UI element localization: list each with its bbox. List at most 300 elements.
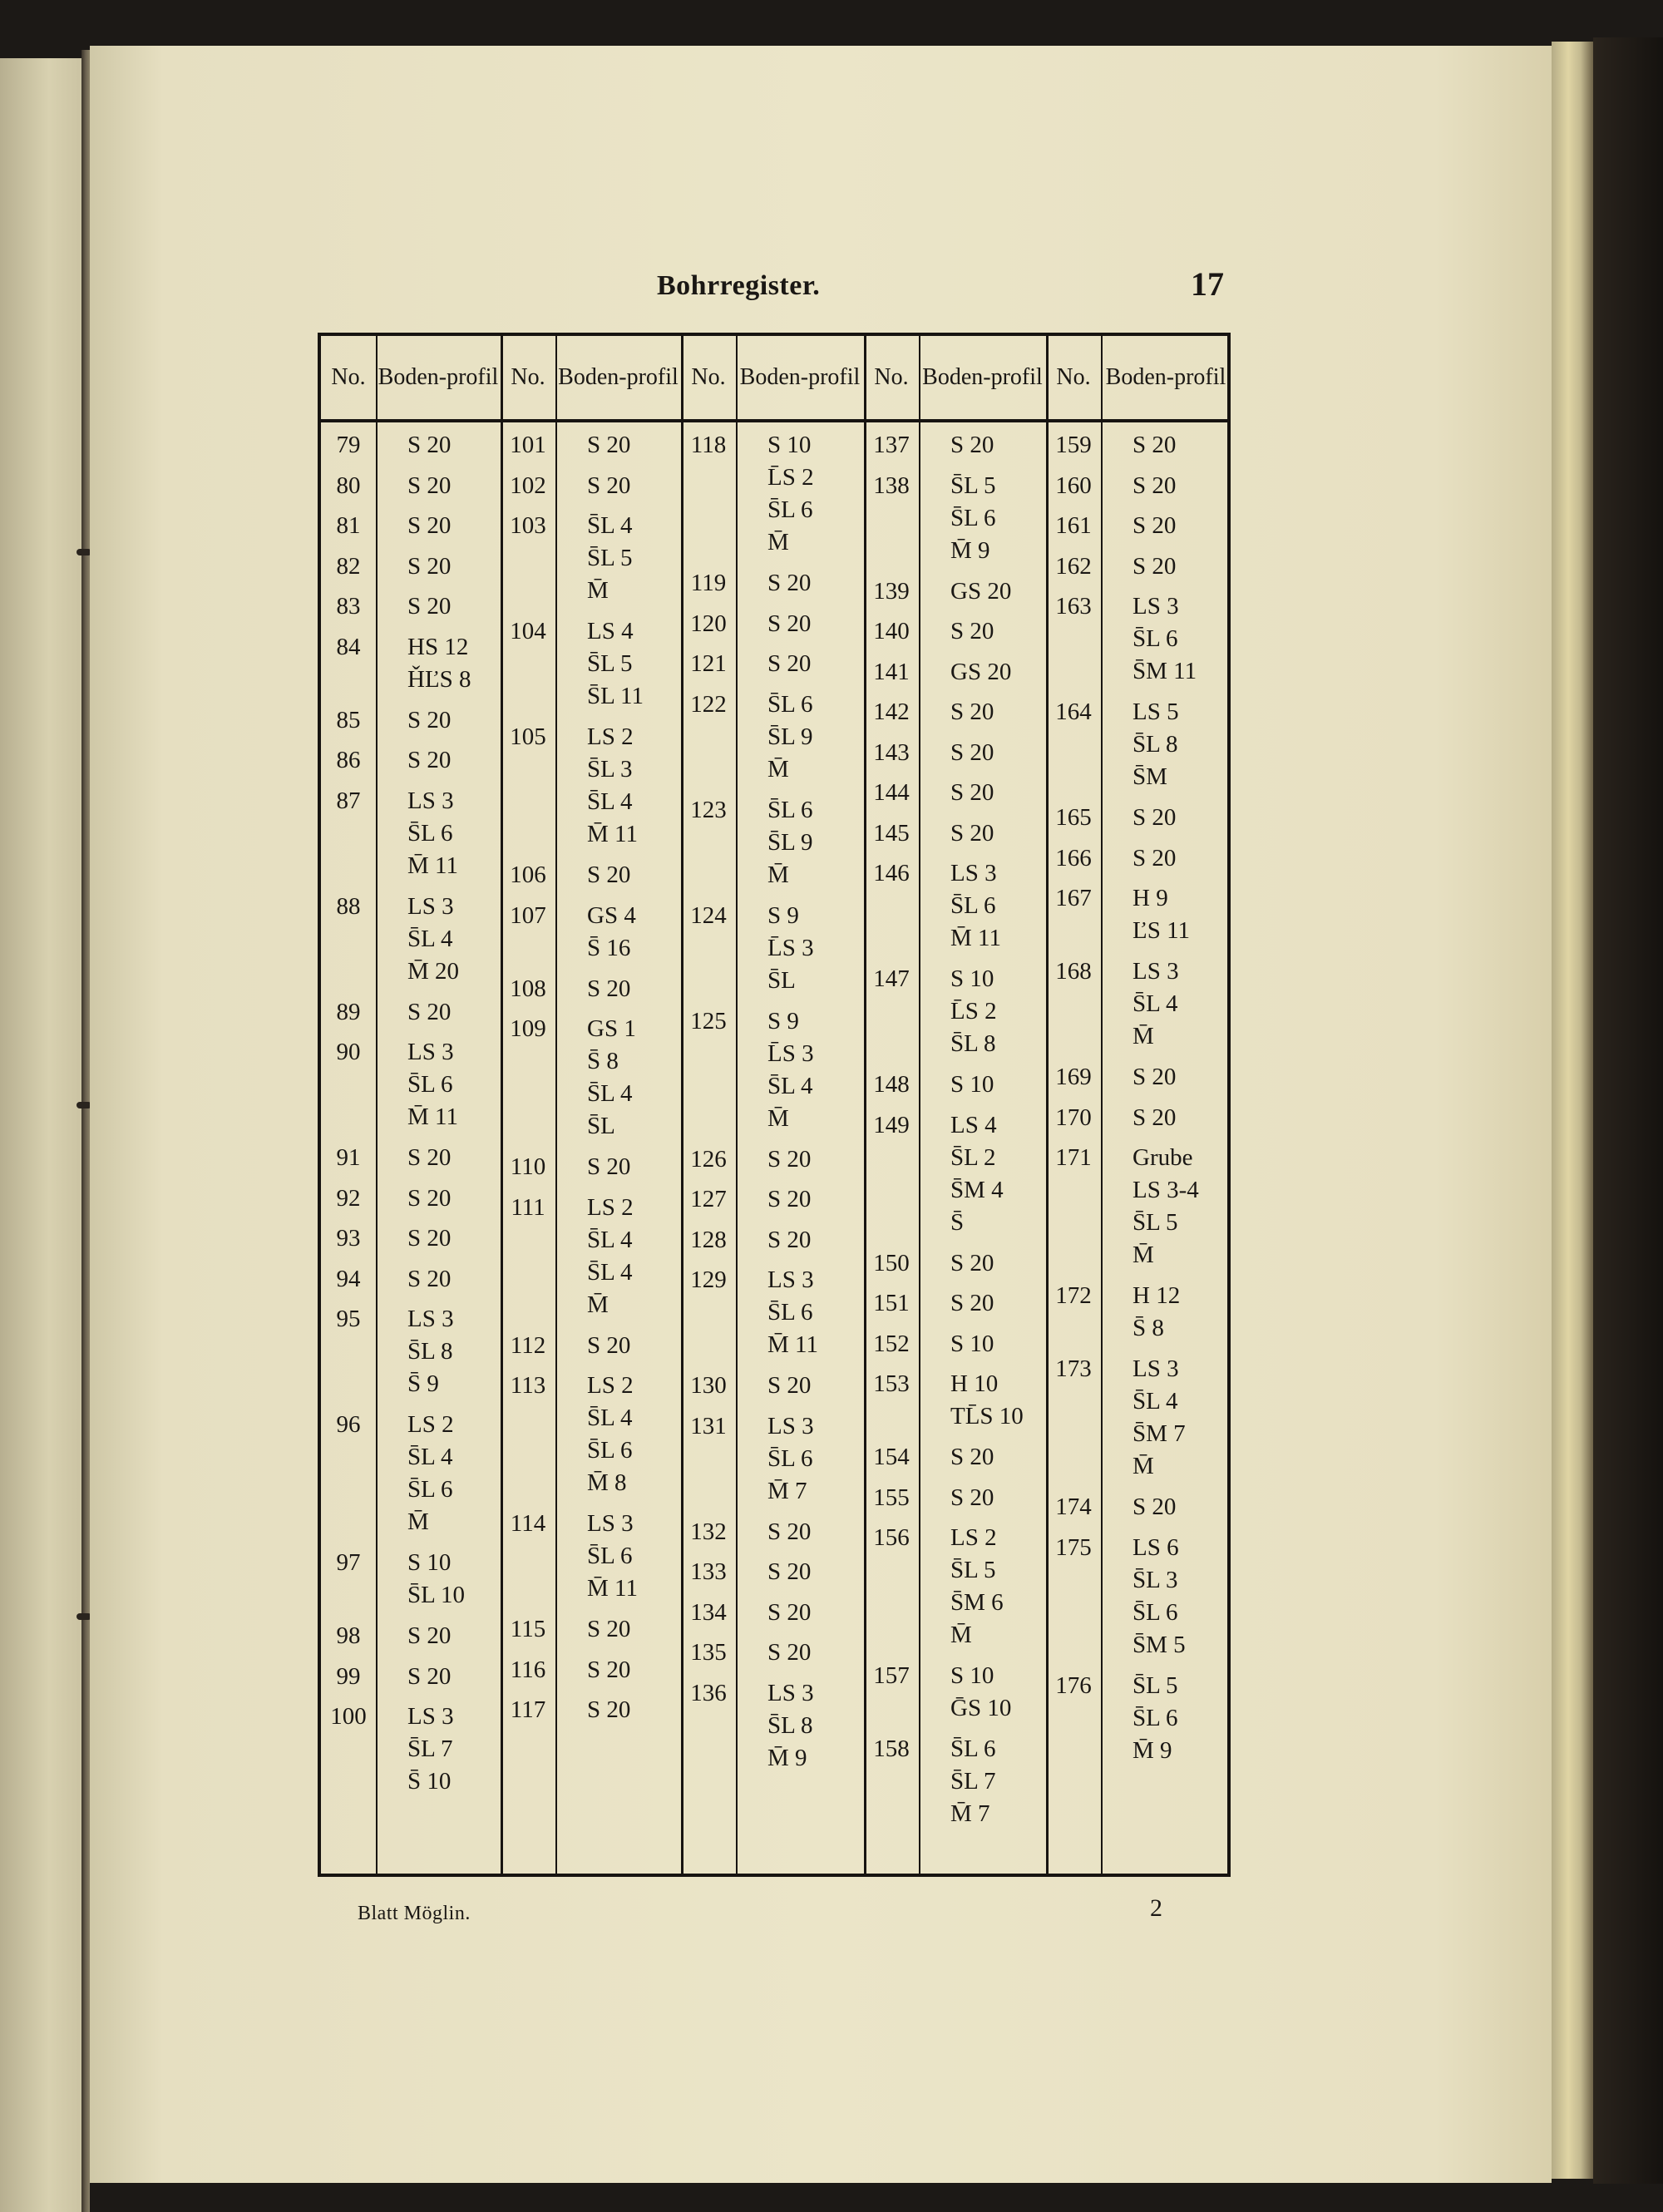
- bodenprofil-layer: S 9: [767, 1007, 799, 1034]
- bohrung-number: 100: [330, 1703, 367, 1730]
- bodenprofil-layer: S̄L 3: [587, 756, 633, 783]
- bodenprofil-layer: H 9: [1133, 885, 1168, 911]
- bodenprofil-layer: S̄L 6: [587, 1543, 633, 1569]
- bodenprofil-layer: S̄L 8: [767, 1711, 813, 1739]
- bohrung-number: 118: [690, 432, 727, 458]
- bodenprofil-layer: S̄L 6: [587, 1437, 633, 1464]
- bohrung-number: 82: [336, 552, 361, 580]
- bodenprofil-layer: S̄ 9: [407, 1370, 439, 1397]
- bodenprofil-layer: S̄L 4: [1133, 990, 1178, 1017]
- bodenprofil-layer: S̄M 6: [950, 1589, 1004, 1616]
- bodenprofil-layer: S̄L 6: [950, 504, 996, 531]
- bohrung-number: 88: [336, 892, 361, 920]
- bohrung-number: 126: [690, 1145, 727, 1173]
- bodenprofil-layer: S 20: [407, 1225, 452, 1252]
- bodenprofil-layer: S̄L 6: [950, 892, 996, 919]
- bohrung-number: 131: [690, 1412, 727, 1439]
- bohrung-number: 143: [873, 738, 910, 766]
- bodenprofil-layer: S 20: [407, 1662, 452, 1690]
- page-number: 17: [1191, 265, 1224, 303]
- sheet-name: Blatt Möglin.: [358, 1903, 471, 1924]
- header-no: No.: [331, 364, 366, 390]
- bodenprofil-layer: S 20: [587, 1696, 631, 1723]
- bohrung-number: 115: [510, 1616, 546, 1642]
- bohrung-number: 141: [873, 658, 910, 685]
- bodenprofil-layer: M̄: [950, 1622, 972, 1648]
- bodenprofil-layer: S 20: [767, 650, 812, 677]
- bodenprofil-layer: S 20: [950, 1484, 994, 1511]
- bodenprofil-layer: M̄ 9: [950, 536, 990, 564]
- bodenprofil-layer: LS 3: [767, 1412, 814, 1439]
- header-no: No.: [874, 364, 909, 390]
- bohrung-number: 102: [510, 472, 546, 499]
- bodenprofil-layer: M̄: [767, 1104, 789, 1132]
- bodenprofil-layer: H 10: [950, 1370, 999, 1397]
- bodenprofil-layer: S̄L 2: [950, 1143, 996, 1171]
- bohrung-number: 130: [690, 1372, 727, 1399]
- bohrung-number: 135: [690, 1639, 727, 1666]
- bodenprofil-layer: S 20: [1133, 552, 1177, 580]
- bohrung-number: 128: [690, 1226, 727, 1253]
- bodenprofil-layer: S 20: [587, 1153, 631, 1180]
- bodenprofil-layer: LS 6: [1133, 1533, 1179, 1561]
- bodenprofil-layer: LS 3: [407, 787, 454, 814]
- bodenprofil-layer: S̄L 6: [767, 1444, 813, 1472]
- bodenprofil-layer: S̄L 10: [407, 1582, 466, 1608]
- bohrung-number: 96: [336, 1411, 361, 1438]
- bohrung-number: 174: [1055, 1494, 1092, 1520]
- bodenprofil-layer: S̄L 4: [587, 1405, 633, 1431]
- bodenprofil-layer: M̄ 11: [587, 821, 638, 847]
- bodenprofil-layer: S̄L 8: [1133, 731, 1178, 758]
- bodenprofil-layer: S 20: [407, 706, 452, 733]
- bohrung-number: 137: [873, 432, 910, 458]
- bohrung-number: 132: [690, 1518, 727, 1545]
- bohrung-number: 101: [510, 432, 546, 458]
- bohrung-number: 127: [690, 1186, 727, 1212]
- bodenprofil-layer: S̄L 6: [407, 1476, 453, 1503]
- bodenprofil-layer: S 20: [1133, 1104, 1177, 1131]
- bodenprofil-layer: LS 3-4: [1133, 1177, 1199, 1203]
- bohrung-number: 170: [1055, 1104, 1092, 1131]
- bodenprofil-layer: LS 2: [407, 1411, 454, 1438]
- bodenprofil-layer: S 20: [407, 1622, 452, 1649]
- bodenprofil-layer: L̄S 3: [767, 1039, 814, 1067]
- bohrung-number: 146: [873, 860, 910, 886]
- bodenprofil-layer: S 20: [767, 1558, 812, 1585]
- bodenprofil-layer: S 20: [950, 738, 994, 766]
- bodenprofil-layer: S̄ 10: [407, 1768, 452, 1795]
- bohrung-number: 116: [510, 1656, 546, 1683]
- bodenprofil-layer: S̄L 6: [1133, 1598, 1178, 1626]
- bodenprofil-layer: S̄ 8: [1133, 1315, 1164, 1341]
- bodenprofil-layer: S 20: [1133, 432, 1177, 458]
- bodenprofil-layer: LS 3: [587, 1510, 634, 1537]
- bodenprofil-layer: M̄ 11: [587, 1575, 638, 1602]
- bohrregister-table: [318, 333, 1231, 1877]
- signature-number: 2: [1150, 1894, 1162, 1922]
- bodenprofil-layer: GS 1: [587, 1015, 636, 1042]
- bodenprofil-layer: M̄: [1133, 1242, 1154, 1268]
- bodenprofil-layer: M̄: [767, 861, 789, 888]
- bodenprofil-layer: S̄L 8: [407, 1338, 453, 1365]
- bohrung-number: 168: [1055, 958, 1092, 985]
- bohrung-number: 111: [511, 1193, 545, 1221]
- bodenprofil-layer: LS 3: [1133, 958, 1179, 985]
- bohrung-number: 114: [510, 1510, 546, 1537]
- bodenprofil-layer: M̄ 8: [587, 1469, 627, 1496]
- bohrung-number: 117: [510, 1696, 546, 1723]
- bohrung-number: 171: [1055, 1144, 1092, 1171]
- bodenprofil-layer: M̄: [1133, 1453, 1154, 1479]
- bodenprofil-layer: S̄L 6: [1133, 1704, 1178, 1731]
- bodenprofil-layer: S 20: [407, 1265, 452, 1292]
- bohrung-number: 142: [873, 699, 910, 725]
- header-rule: [321, 419, 1227, 422]
- header-line: profil: [447, 364, 499, 390]
- bodenprofil-layer: S 20: [767, 1226, 812, 1253]
- bodenprofil-layer: S 10: [407, 1549, 452, 1576]
- bohrung-number: 145: [873, 819, 910, 847]
- header-line: Boden-: [739, 364, 809, 390]
- bodenprofil-layer: S 20: [407, 1184, 452, 1212]
- bodenprofil-layer: S 20: [767, 1186, 812, 1212]
- bodenprofil-layer: S̄L 6: [950, 1736, 996, 1762]
- header-line: Boden-: [1105, 364, 1175, 390]
- header-no: No.: [691, 364, 726, 390]
- bohrung-number: 147: [873, 965, 910, 992]
- bodenprofil-layer: LS 2: [587, 1193, 634, 1221]
- bohrung-number: 94: [336, 1265, 361, 1292]
- bohrung-number: 160: [1055, 472, 1092, 499]
- bohrung-number: 138: [873, 472, 910, 499]
- bohrung-number: 134: [690, 1598, 727, 1626]
- bohrung-number: 175: [1055, 1533, 1092, 1561]
- bodenprofil-layer: M̄ 11: [950, 925, 1001, 951]
- header-line: Boden-: [922, 364, 991, 390]
- column-rule: [376, 336, 378, 1874]
- header-bodenprofil: [736, 336, 864, 419]
- column-rule: [919, 336, 920, 1874]
- bodenprofil-layer: S 20: [950, 432, 994, 458]
- bodenprofil-layer: GS 20: [950, 577, 1012, 605]
- bodenprofil-layer: LS 3: [767, 1266, 814, 1293]
- bohrung-number: 79: [336, 432, 361, 458]
- bodenprofil-layer: S̄L 4: [1133, 1388, 1178, 1415]
- bodenprofil-layer: S 20: [950, 618, 994, 644]
- bodenprofil-layer: LS 3: [407, 1703, 454, 1730]
- bodenprofil-layer: S 10: [950, 1662, 994, 1689]
- bodenprofil-layer: S̄M 7: [1133, 1420, 1186, 1447]
- bohrung-number: 136: [690, 1679, 727, 1706]
- bodenprofil-layer: LS 3: [1133, 1355, 1179, 1382]
- bohrung-number: 152: [873, 1330, 910, 1357]
- bodenprofil-layer: S 20: [767, 1639, 812, 1666]
- bodenprofil-layer: GS 4: [587, 901, 636, 929]
- bodenprofil-layer: S̄L 6: [767, 796, 813, 823]
- bodenprofil-layer: S̄L 4: [587, 1080, 633, 1107]
- bodenprofil-layer: M̄ 7: [767, 1477, 807, 1504]
- bohrung-number: 161: [1055, 512, 1092, 539]
- bohrung-number: 167: [1055, 885, 1092, 911]
- bodenprofil-layer: S̄L 3: [1133, 1566, 1178, 1593]
- bodenprofil-layer: S̄L 6: [767, 690, 813, 718]
- bodenprofil-layer: S̄L 4: [407, 1444, 453, 1470]
- bodenprofil-layer: S̄L 7: [950, 1768, 996, 1795]
- bohrung-number: 122: [690, 690, 727, 718]
- bodenprofil-layer: S̄L 6: [767, 1299, 813, 1326]
- bohrung-number: 107: [510, 901, 546, 929]
- bodenprofil-layer: S̄L 4: [587, 788, 633, 815]
- bodenprofil-layer: S 20: [407, 512, 452, 539]
- bodenprofil-layer: L̄S 3: [767, 934, 814, 961]
- bohrung-number: 150: [873, 1249, 910, 1276]
- header-no: No.: [511, 364, 545, 390]
- column-rule: [501, 336, 503, 1874]
- bohrung-number: 153: [873, 1370, 910, 1397]
- bohrung-number: 95: [336, 1306, 361, 1332]
- bodenprofil-layer: S̄L 5: [950, 1557, 996, 1583]
- bodenprofil-layer: S 20: [950, 1444, 994, 1470]
- bodenprofil-layer: S̄L: [767, 966, 796, 994]
- bohrung-number: 112: [510, 1331, 546, 1359]
- bodenprofil-layer: S 20: [1133, 512, 1177, 539]
- bohrung-number: 139: [873, 577, 910, 605]
- header-bodenprofil: [555, 336, 681, 419]
- header-line: Boden-: [558, 364, 627, 390]
- bodenprofil-layer: S̄L 4: [407, 925, 453, 952]
- bohrung-number: 105: [510, 723, 546, 750]
- bohrung-number: 124: [690, 901, 727, 929]
- bodenprofil-layer: S 20: [407, 432, 452, 458]
- header-bodenprofil: [919, 336, 1046, 419]
- bohrung-number: 149: [873, 1111, 910, 1138]
- bodenprofil-layer: S̄M 11: [1133, 658, 1197, 684]
- bohrung-number: 151: [873, 1290, 910, 1316]
- bohrung-number: 87: [336, 787, 361, 814]
- bodenprofil-layer: M̄ 9: [767, 1744, 807, 1771]
- bodenprofil-layer: S̄L 11: [587, 683, 644, 709]
- bodenprofil-layer: S 20: [407, 472, 452, 499]
- bodenprofil-layer: M̄ 7: [950, 1800, 990, 1827]
- header-line: profil: [808, 364, 861, 390]
- bodenprofil-layer: LS 4: [587, 618, 634, 644]
- bodenprofil-layer: LS 3: [407, 1039, 454, 1065]
- bohrung-number: 92: [336, 1184, 361, 1212]
- bodenprofil-layer: S 20: [767, 1145, 812, 1173]
- bodenprofil-layer: S̄L 7: [407, 1736, 453, 1762]
- bohrung-number: 85: [336, 706, 361, 733]
- bodenprofil-layer: S̄M: [1133, 763, 1167, 790]
- page-edges: [1552, 42, 1593, 2179]
- bodenprofil-layer: S 20: [767, 1518, 812, 1545]
- bodenprofil-layer: H 12: [1133, 1282, 1181, 1309]
- bohrung-number: 89: [336, 998, 361, 1025]
- bohrung-number: 173: [1055, 1355, 1092, 1382]
- bodenprofil-layer: LS 5: [1133, 699, 1179, 725]
- bodenprofil-layer: S 20: [1133, 844, 1177, 871]
- bodenprofil-layer: S 20: [950, 819, 994, 847]
- bodenprofil-layer: M̄ 9: [1133, 1736, 1172, 1764]
- bodenprofil-layer: LS 2: [950, 1524, 997, 1551]
- bohrung-number: 104: [510, 618, 546, 644]
- bohrung-number: 154: [873, 1444, 910, 1470]
- bohrung-number: 123: [690, 796, 727, 823]
- bodenprofil-layer: S 20: [767, 1598, 812, 1626]
- bodenprofil-layer: M̄ 20: [407, 957, 460, 985]
- book-gutter: [81, 50, 90, 2212]
- header-line: profil: [1174, 364, 1226, 390]
- bohrung-number: 155: [873, 1484, 910, 1511]
- bodenprofil-layer: Grube: [1133, 1144, 1193, 1171]
- bodenprofil-layer: LS 3: [767, 1679, 814, 1706]
- bodenprofil-layer: S 20: [587, 432, 631, 458]
- bodenprofil-layer: L̄S 2: [950, 998, 997, 1025]
- header-line: profil: [990, 364, 1043, 390]
- bodenprofil-layer: S 20: [587, 862, 631, 888]
- bodenprofil-layer: S̄ 16: [587, 934, 631, 961]
- bodenprofil-layer: S̄: [950, 1208, 965, 1236]
- bodenprofil-layer: S̄L 8: [950, 1030, 996, 1057]
- bodenprofil-layer: S 20: [950, 779, 994, 806]
- bodenprofil-layer: S̄L 5: [1133, 1209, 1178, 1236]
- bodenprofil-layer: HS 12: [407, 633, 469, 660]
- bodenprofil-layer: S̄L 9: [767, 828, 813, 856]
- bodenprofil-layer: LS 3: [407, 892, 454, 920]
- bohrung-number: 90: [336, 1039, 361, 1065]
- bohrung-number: 93: [336, 1225, 361, 1252]
- bohrung-number: 84: [336, 633, 361, 660]
- bodenprofil-layer: S 20: [767, 610, 812, 637]
- bodenprofil-layer: M̄: [1133, 1023, 1154, 1049]
- bodenprofil-layer: LS 3: [1133, 593, 1179, 620]
- bodenprofil-layer: LS 3: [950, 860, 997, 886]
- bohrung-number: 83: [336, 593, 361, 620]
- bodenprofil-layer: S 20: [1133, 1494, 1177, 1520]
- bodenprofil-layer: S̄L 6: [407, 819, 453, 847]
- bodenprofil-layer: S 20: [587, 1616, 631, 1642]
- header-line: profil: [626, 364, 679, 390]
- bodenprofil-layer: S̄L 4: [587, 1226, 633, 1253]
- bohrung-number: 129: [690, 1266, 727, 1293]
- bodenprofil-layer: M̄: [767, 755, 789, 783]
- bodenprofil-layer: GS 20: [950, 658, 1012, 685]
- bodenprofil-layer: S 20: [767, 1372, 812, 1399]
- bodenprofil-layer: S̄L 4: [587, 1258, 633, 1286]
- bodenprofil-layer: M̄ 11: [407, 852, 458, 879]
- bodenprofil-layer: S 10: [767, 432, 812, 458]
- bodenprofil-layer: S 20: [407, 747, 452, 773]
- book-cover: [1593, 37, 1663, 2184]
- bodenprofil-layer: S̄L 5: [1133, 1671, 1178, 1699]
- bodenprofil-layer: S 10: [950, 965, 994, 992]
- bodenprofil-layer: S 20: [587, 1656, 631, 1683]
- header-bodenprofil: [376, 336, 501, 419]
- bodenprofil-layer: S 20: [950, 1290, 994, 1316]
- bodenprofil-layer: LS 2: [587, 1372, 634, 1399]
- bodenprofil-layer: S 20: [407, 998, 452, 1025]
- bohrung-number: 158: [873, 1736, 910, 1762]
- bodenprofil-layer: S̄L 6: [407, 1071, 453, 1098]
- header-bodenprofil: [1101, 336, 1231, 419]
- bodenprofil-layer: S 20: [950, 1249, 994, 1276]
- bodenprofil-layer: S 10: [950, 1330, 994, 1357]
- bohrung-number: 86: [336, 747, 361, 773]
- bodenprofil-layer: LS 3: [407, 1306, 454, 1332]
- bohrung-number: 169: [1055, 1064, 1092, 1090]
- bohrung-number: 172: [1055, 1282, 1092, 1309]
- bodenprofil-layer: S̄L: [587, 1113, 615, 1139]
- bohrung-number: 166: [1055, 844, 1092, 871]
- bohrung-number: 119: [690, 570, 727, 596]
- bohrung-number: 98: [336, 1622, 361, 1649]
- bodenprofil-layer: S 10: [950, 1071, 994, 1098]
- bohrung-number: 113: [510, 1372, 546, 1399]
- bodenprofil-layer: S̄L 5: [587, 650, 633, 677]
- bodenprofil-layer: S 20: [1133, 472, 1177, 499]
- bodenprofil-layer: S̄M 4: [950, 1176, 1004, 1203]
- bodenprofil-layer: ḠS 10: [950, 1695, 1012, 1721]
- running-header: Bohrregister.: [657, 270, 821, 301]
- bodenprofil-layer: S 20: [587, 1331, 631, 1359]
- bodenprofil-layer: ĽS 11: [1133, 917, 1191, 944]
- bodenprofil-layer: M̄: [767, 529, 789, 555]
- bodenprofil-layer: M̄: [407, 1508, 429, 1535]
- bohrung-number: 110: [510, 1153, 546, 1180]
- bodenprofil-layer: S 20: [407, 552, 452, 580]
- bodenprofil-layer: M̄: [587, 1291, 609, 1318]
- bodenprofil-layer: M̄ 11: [767, 1331, 818, 1358]
- bodenprofil-layer: ȞĽS 8: [407, 665, 471, 693]
- bohrung-number: 109: [510, 1015, 546, 1042]
- bodenprofil-layer: S̄M 5: [1133, 1631, 1186, 1658]
- bodenprofil-layer: S̄L 4: [587, 512, 633, 539]
- bohrung-number: 81: [336, 512, 361, 539]
- bodenprofil-layer: S̄L 6: [1133, 625, 1178, 652]
- bohrung-number: 80: [336, 472, 361, 499]
- column-rule: [736, 336, 738, 1874]
- bodenprofil-layer: L̄S 2: [767, 464, 814, 491]
- bohrung-number: 125: [690, 1007, 727, 1034]
- bodenprofil-layer: S 20: [587, 472, 631, 499]
- bohrung-number: 133: [690, 1558, 727, 1585]
- bodenprofil-layer: S̄L 5: [587, 545, 633, 571]
- bohrung-number: 120: [690, 610, 727, 637]
- header-line: Boden-: [378, 364, 447, 390]
- bodenprofil-layer: S̄L 9: [767, 723, 813, 750]
- bodenprofil-layer: S 9: [767, 901, 799, 929]
- bohrung-number: 165: [1055, 804, 1092, 831]
- bodenprofil-layer: TL̄S 10: [950, 1403, 1024, 1429]
- bodenprofil-layer: S 20: [407, 1144, 452, 1171]
- bohrung-number: 148: [873, 1071, 910, 1098]
- bohrung-number: 103: [510, 512, 546, 539]
- bodenprofil-layer: LS 2: [587, 723, 634, 750]
- bodenprofil-layer: S̄ 8: [587, 1048, 619, 1074]
- bodenprofil-layer: M̄: [587, 577, 609, 604]
- bodenprofil-layer: S̄L 4: [767, 1072, 813, 1099]
- bohrung-number: 157: [873, 1662, 910, 1689]
- column-rule: [555, 336, 557, 1874]
- column-rule: [864, 336, 866, 1874]
- bodenprofil-layer: S 20: [1133, 1064, 1177, 1090]
- column-rule: [1101, 336, 1103, 1874]
- bohrung-number: 176: [1055, 1671, 1092, 1699]
- bohrung-number: 144: [873, 779, 910, 806]
- bodenprofil-layer: S 20: [950, 699, 994, 725]
- bohrung-number: 140: [873, 618, 910, 644]
- bohrung-number: 91: [336, 1144, 361, 1171]
